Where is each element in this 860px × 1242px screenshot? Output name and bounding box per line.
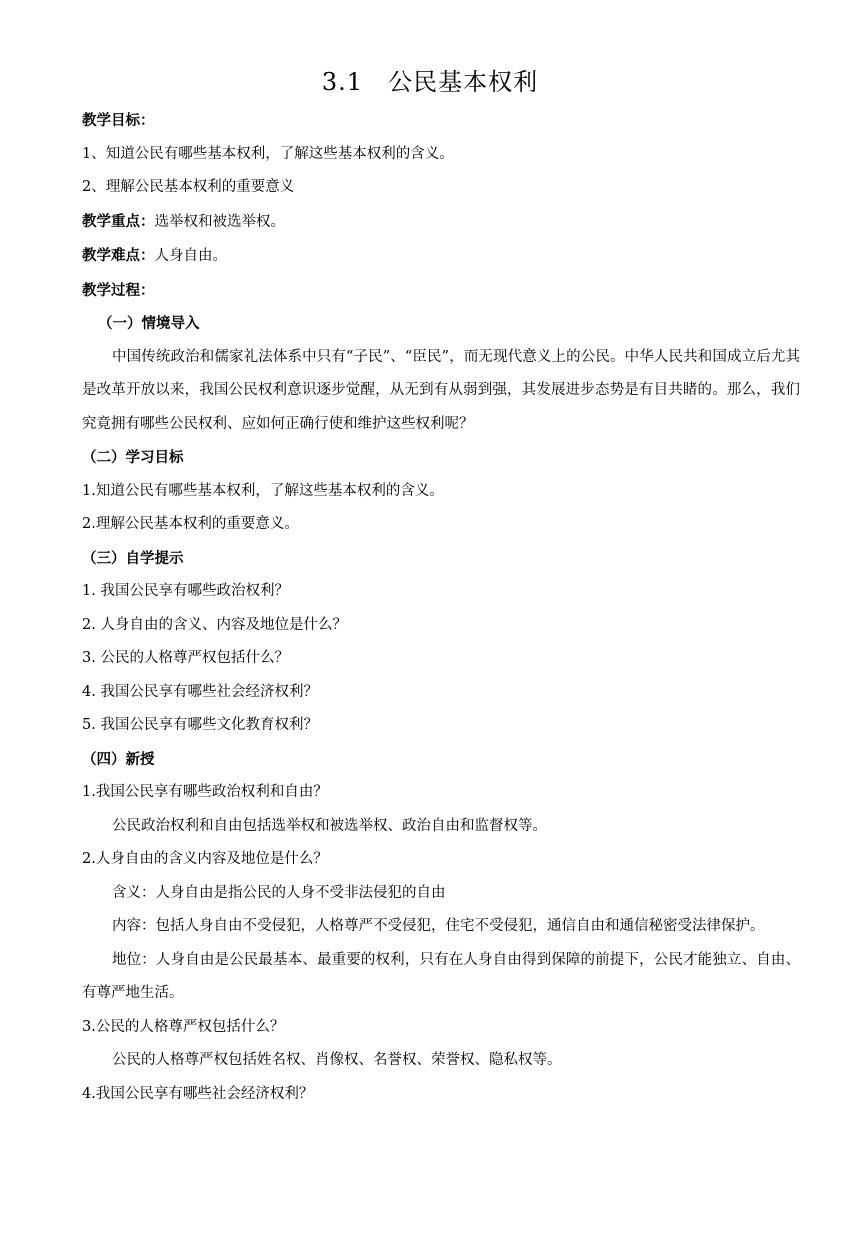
goal-item-2: 2、理解公民基本权利的重要意义	[82, 179, 295, 195]
goal-item-1: 1、知道公民有哪些基本权利，了解这些基本权利的含义。	[82, 145, 454, 162]
key-point-label: 教学重点：	[82, 212, 155, 230]
list-item: 4. 我国公民享有哪些社会经济权利？	[82, 683, 318, 700]
question-1: 1.我国公民享有哪些政治权利和自由？	[82, 784, 328, 800]
answer-2-content: 内容：包括人身自由不受侵犯，人格尊严不受侵犯，住宅不受侵犯，通信自由和通信秘密受法律保护。	[112, 918, 765, 934]
list-item: 2. 人身自由的含义、内容及地位是什么？	[82, 616, 347, 633]
list-item: 1.知道公民有哪些基本权利，了解这些基本权利的含义。	[82, 482, 444, 499]
difficulty	[82, 239, 800, 274]
section-1-paragraph: 中国传统政治和儒家礼法体系中只有“子民”、“臣民”，而无现代意义上的公民。中华人民共和国成立后尤其是改革开放以来，我国公民权利意识逐步觉醒，从无到有从弱到强，其发展进步态势是有目共睹的。那么，我们究竟拥有哪些公民权利、应如何正确行使和维护这些权利呢？	[82, 348, 800, 432]
list-item: 5. 我国公民享有哪些文化教育权利？	[82, 717, 318, 733]
question-2: 2.人身自由的含义内容及地位是什么？	[82, 851, 328, 867]
difficulty-text: 人身自由。	[154, 248, 227, 264]
goals-heading: 教学目标：	[82, 112, 155, 129]
section-4-heading: （四）新授	[82, 750, 155, 768]
section-2-heading: （二）学习目标	[82, 449, 184, 466]
difficulty-label: 教学难点：	[82, 247, 155, 264]
list-item: 3. 公民的人格尊严权包括什么？	[82, 650, 289, 666]
section-3-heading: （三）自学提示	[82, 549, 184, 567]
answer-2-status: 地位：人身自由是公民最基本、最重要的权利，只有在人身自由得到保障的前提下，公民才能独立、自由、有尊严地生活。	[82, 951, 800, 1001]
page-title: 3.1 公民基本权利	[321, 68, 539, 96]
key-point-text: 选举权和被选举权。	[154, 213, 285, 230]
list-item: 2.理解公民基本权利的重要意义。	[82, 516, 299, 532]
answer-1: 公民政治权利和自由包括选举权和被选举权、政治自由和监督权等。	[112, 817, 547, 834]
key-point	[82, 205, 800, 240]
question-3: 3.公民的人格尊严权包括什么？	[82, 1018, 285, 1035]
document-body	[82, 104, 800, 1111]
answer-2-meaning: 含义：人身自由是指公民的人身不受非法侵犯的自由	[112, 884, 446, 901]
question-4: 4.我国公民享有哪些社会经济权利？	[82, 1085, 314, 1102]
section-1-heading: （一）情境导入	[98, 315, 200, 332]
answer-3: 公民的人格尊严权包括姓名权、肖像权、名誉权、荣誉权、隐私权等。	[112, 1052, 562, 1068]
list-item: 1. 我国公民享有哪些政治权利？	[82, 583, 289, 599]
process-heading: 教学过程：	[82, 281, 155, 299]
